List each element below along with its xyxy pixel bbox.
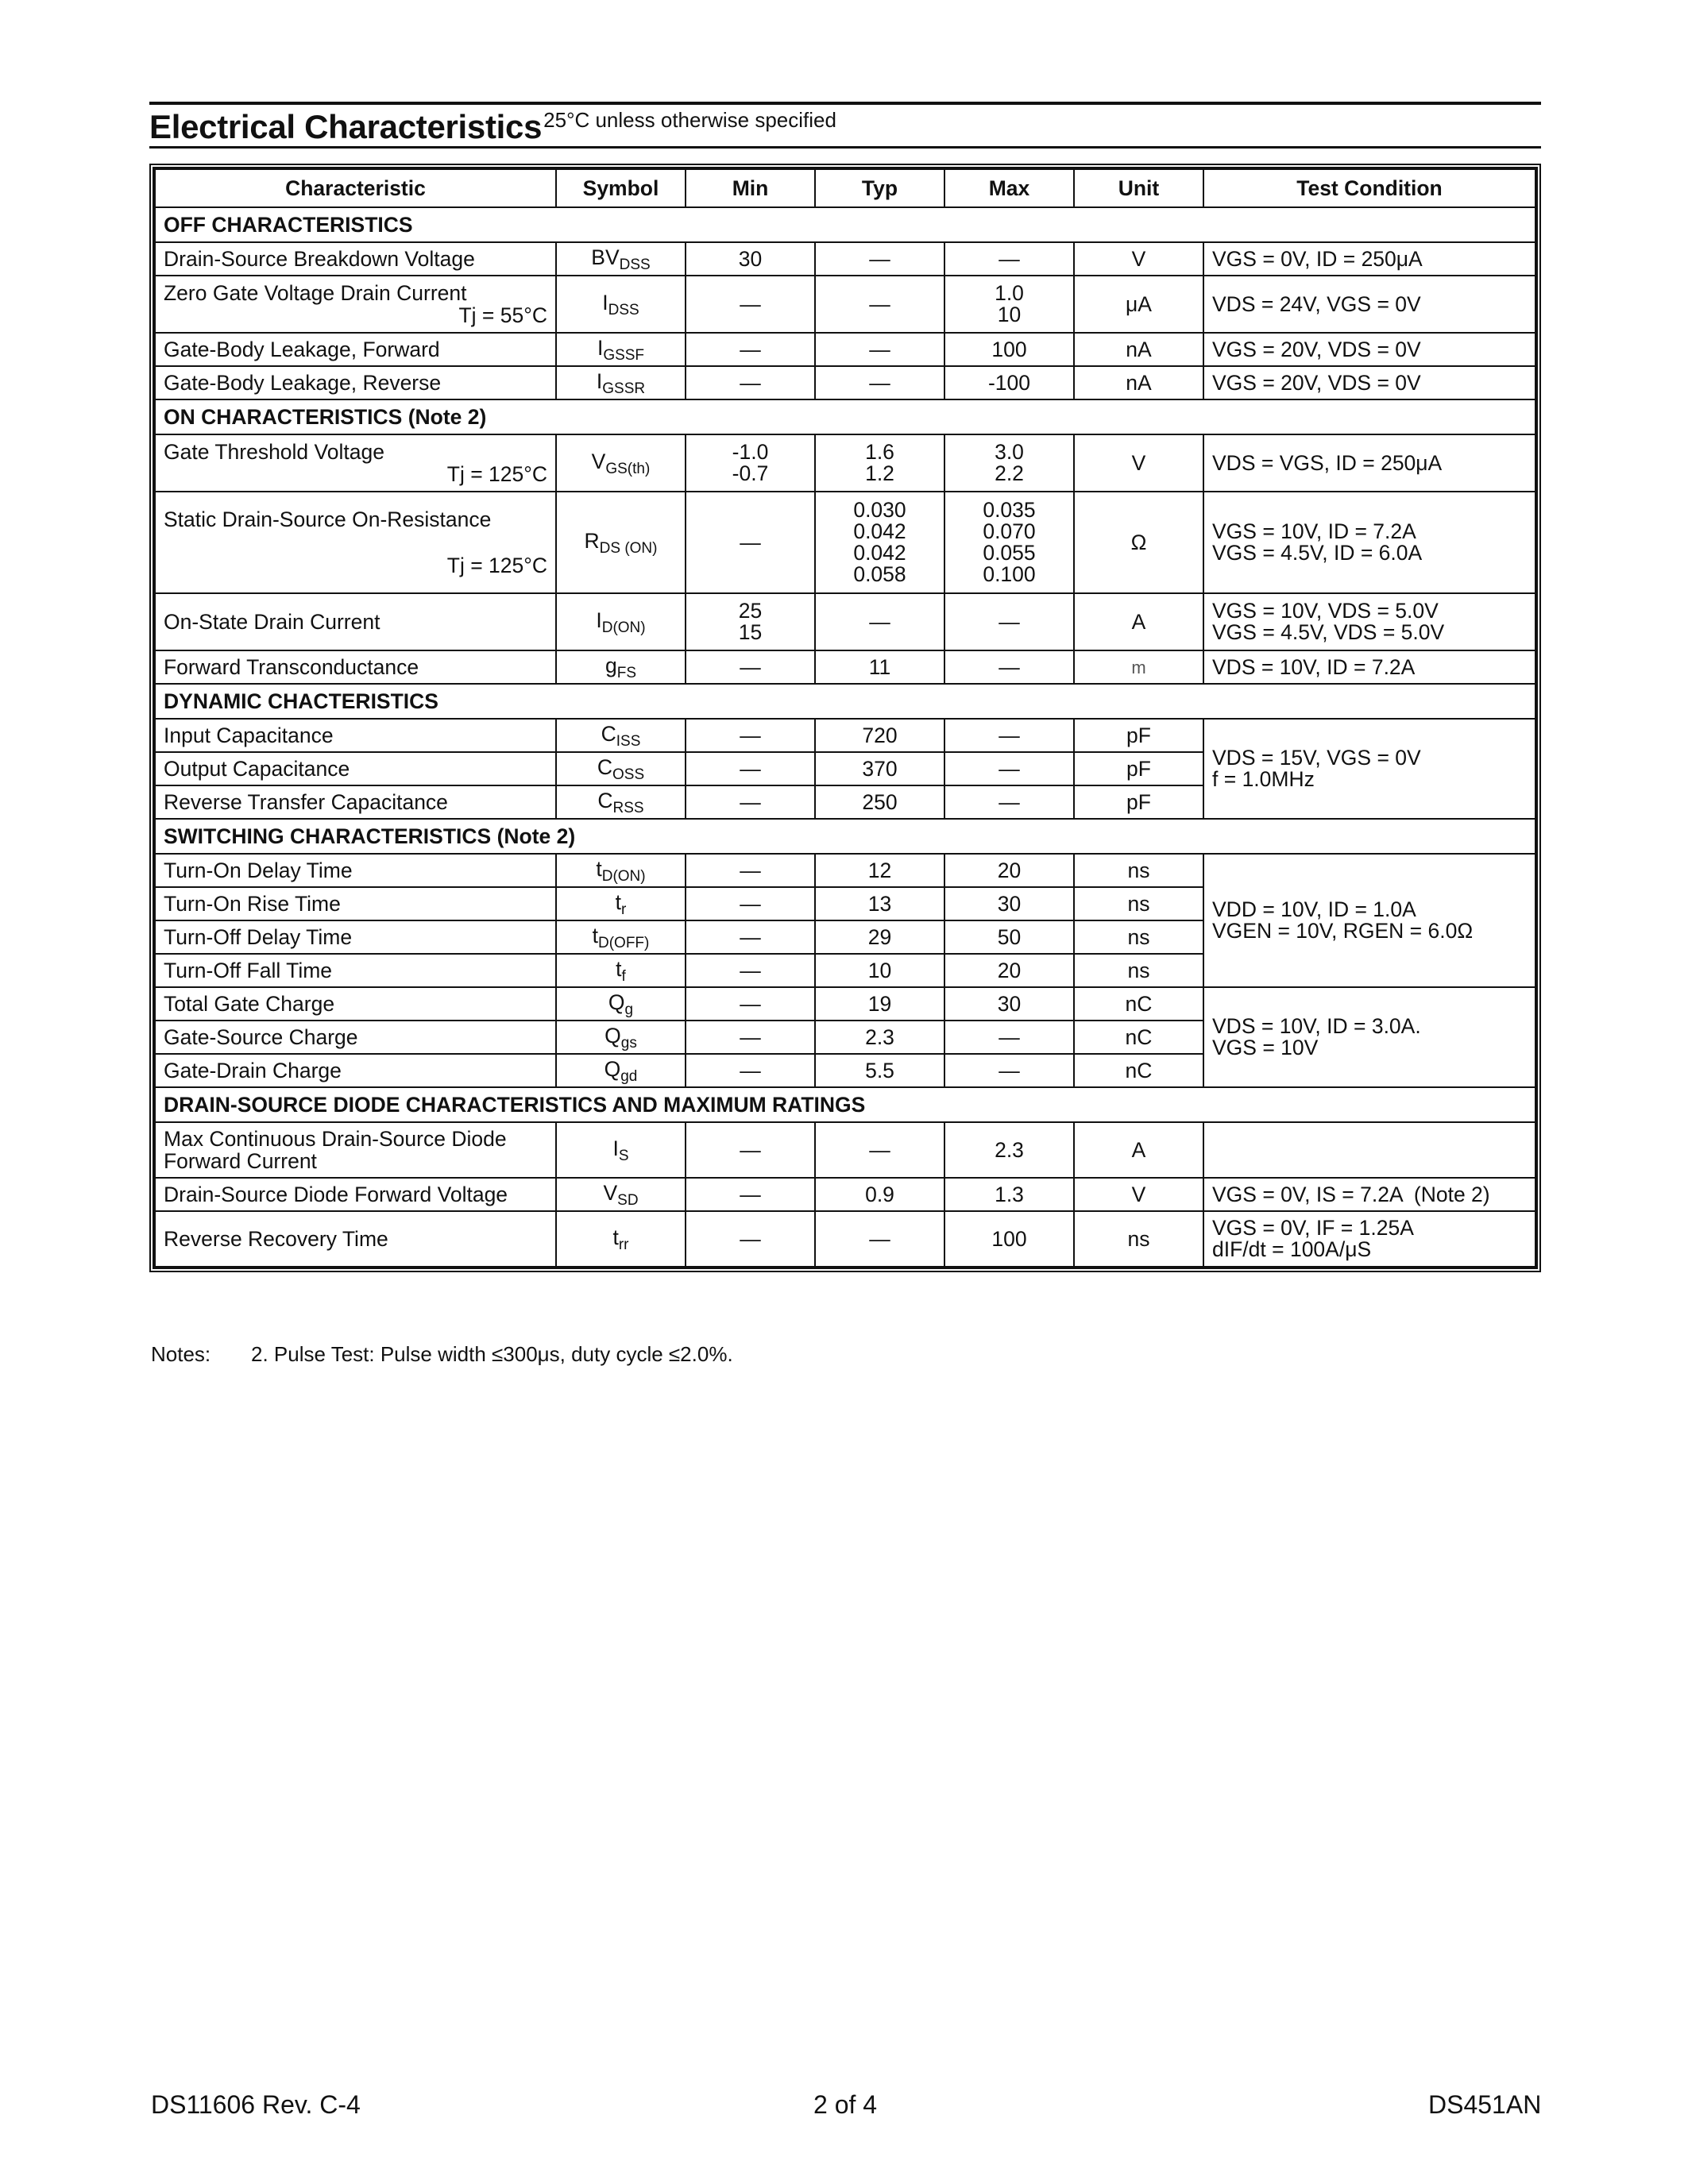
row-unit: ns bbox=[1074, 1211, 1203, 1267]
row-symbol: $I_{GSSR}$ bbox=[556, 366, 686, 399]
row-symbol: $I_S$ bbox=[556, 1122, 686, 1178]
row-name: Gate-Drain Charge bbox=[155, 1054, 556, 1087]
row-max: 3.0 2.2 bbox=[944, 434, 1074, 492]
row-min: — bbox=[686, 650, 815, 684]
row-typ: 0.030 0.042 0.042 0.058 bbox=[815, 492, 944, 593]
table-row bbox=[155, 242, 1535, 276]
characteristics-table bbox=[154, 168, 1536, 1268]
table-row bbox=[155, 333, 1535, 366]
row-unit: nC bbox=[1074, 1021, 1203, 1054]
row-name: Input Capacitance bbox=[155, 719, 556, 752]
row-unit: nA bbox=[1074, 333, 1203, 366]
row-name: Turn-On Rise Time bbox=[155, 887, 556, 920]
row-typ: — bbox=[815, 1211, 944, 1267]
col-header-test-condition: Test Condition bbox=[1203, 169, 1535, 207]
heading bbox=[149, 108, 836, 146]
row-name: Max Continuous Drain-Source Diode Forward Current bbox=[155, 1122, 556, 1178]
row-name: Gate-Body Leakage, Reverse bbox=[155, 366, 556, 399]
page-title: Electrical Characteristics bbox=[149, 108, 543, 145]
section-row-switching bbox=[155, 819, 1535, 854]
row-typ: 11 bbox=[815, 650, 944, 684]
row-typ: 5.5 bbox=[815, 1054, 944, 1087]
row-typ: 250 bbox=[815, 785, 944, 819]
row-max: — bbox=[944, 650, 1074, 684]
row-condition: VDS = 15V, VGS = 0V f = 1.0MHz bbox=[1203, 719, 1535, 819]
row-symbol: $I_{DSS}$ bbox=[556, 276, 686, 333]
row-min: — bbox=[686, 1021, 815, 1054]
row-unit: V bbox=[1074, 1178, 1203, 1211]
col-header-unit: Unit bbox=[1074, 169, 1203, 207]
table-row bbox=[155, 1211, 1535, 1267]
row-name: Reverse Recovery Time bbox=[155, 1211, 556, 1267]
col-header-symbol: Symbol bbox=[556, 169, 686, 207]
row-unit: V bbox=[1074, 242, 1203, 276]
row-min: — bbox=[686, 492, 815, 593]
table-row bbox=[155, 854, 1535, 887]
row-unit: Ω bbox=[1074, 492, 1203, 593]
row-symbol: $I_{D(ON)}$ bbox=[556, 593, 686, 650]
row-condition: VDS = 10V, ID = 3.0A. VGS = 10V bbox=[1203, 987, 1535, 1087]
row-name: Turn-On Delay Time bbox=[155, 854, 556, 887]
row-min: -1.0 -0.7 bbox=[686, 434, 815, 492]
row-symbol: $t_{D(OFF)}$ bbox=[556, 920, 686, 954]
table-row bbox=[155, 1178, 1535, 1211]
section-title-dynamic: DYNAMIC CHACTERISTICS bbox=[155, 684, 1535, 719]
row-min: — bbox=[686, 366, 815, 399]
row-unit: ns bbox=[1074, 887, 1203, 920]
row-unit: pF bbox=[1074, 719, 1203, 752]
row-condition: VGS = 0V, IF = 1.25A dIF/dt = 100A/μS bbox=[1203, 1211, 1535, 1267]
row-symbol: $g_{FS}$ bbox=[556, 650, 686, 684]
row-max: 20 bbox=[944, 954, 1074, 987]
row-symbol: $t_r$ bbox=[556, 887, 686, 920]
table-header-row bbox=[155, 169, 1535, 207]
row-max: 1.3 bbox=[944, 1178, 1074, 1211]
row-min: — bbox=[686, 752, 815, 785]
row-min: — bbox=[686, 1178, 815, 1211]
table-row bbox=[155, 492, 1535, 593]
section-title-diode: DRAIN-SOURCE DIODE CHARACTERISTICS AND MAXIMUM RATINGS bbox=[155, 1087, 1535, 1122]
row-name: Output Capacitance bbox=[155, 752, 556, 785]
col-header-typ: Typ bbox=[815, 169, 944, 207]
footer-doc-id: DS11606 Rev. C-4 bbox=[151, 2090, 361, 2119]
row-condition: VGS = 10V, VDS = 5.0V VGS = 4.5V, VDS = 5.0V bbox=[1203, 593, 1535, 650]
row-symbol: $BV_{DSS}$ bbox=[556, 242, 686, 276]
row-unit: m bbox=[1074, 650, 1203, 684]
row-condition: VGS = 0V, IS = 7.2A (Note 2) bbox=[1203, 1178, 1535, 1211]
row-min: — bbox=[686, 719, 815, 752]
row-name: Gate-Body Leakage, Forward bbox=[155, 333, 556, 366]
row-name: Zero Gate Voltage Drain Current Tj = 55°C bbox=[155, 276, 556, 333]
col-header-min: Min bbox=[686, 169, 815, 207]
section-title-switching: SWITCHING CHARACTERISTICS (Note 2) bbox=[155, 819, 1535, 854]
section-title-on: ON CHARACTERISTICS (Note 2) bbox=[155, 399, 1535, 434]
row-max: 20 bbox=[944, 854, 1074, 887]
row-typ: — bbox=[815, 276, 944, 333]
row-name: Static Drain-Source On-Resistance Tj = 125°C bbox=[155, 492, 556, 593]
row-max: — bbox=[944, 1054, 1074, 1087]
row-min: — bbox=[686, 1122, 815, 1178]
row-name: Turn-Off Fall Time bbox=[155, 954, 556, 987]
row-condition: VGS = 10V, ID = 7.2A VGS = 4.5V, ID = 6.0A bbox=[1203, 492, 1535, 593]
row-typ: 2.3 bbox=[815, 1021, 944, 1054]
table-row bbox=[155, 987, 1535, 1021]
row-name: Gate-Source Charge bbox=[155, 1021, 556, 1054]
row-unit: pF bbox=[1074, 752, 1203, 785]
row-max: — bbox=[944, 752, 1074, 785]
row-typ: 13 bbox=[815, 887, 944, 920]
row-unit: nC bbox=[1074, 1054, 1203, 1087]
row-name: Reverse Transfer Capacitance bbox=[155, 785, 556, 819]
row-max: 30 bbox=[944, 987, 1074, 1021]
col-header-characteristic: Characteristic bbox=[155, 169, 556, 207]
row-symbol: $t_f$ bbox=[556, 954, 686, 987]
row-min: — bbox=[686, 854, 815, 887]
row-condition: VDS = 24V, VGS = 0V bbox=[1203, 276, 1535, 333]
row-max: 100 bbox=[944, 1211, 1074, 1267]
row-unit: ns bbox=[1074, 954, 1203, 987]
section-title-off: OFF CHARACTERISTICS bbox=[155, 207, 1535, 242]
footer-page-number: 2 of 4 bbox=[813, 2090, 878, 2119]
row-unit: V bbox=[1074, 434, 1203, 492]
row-name: Turn-Off Delay Time bbox=[155, 920, 556, 954]
section-row-diode bbox=[155, 1087, 1535, 1122]
row-name: On-State Drain Current bbox=[155, 593, 556, 650]
row-symbol: $C_{ISS}$ bbox=[556, 719, 686, 752]
row-symbol: $t_{D(ON)}$ bbox=[556, 854, 686, 887]
row-min: — bbox=[686, 333, 815, 366]
row-symbol: $R_{DS (ON)}$ bbox=[556, 492, 686, 593]
row-condition: VDD = 10V, ID = 1.0A VGEN = 10V, RGEN = 6.0Ω bbox=[1203, 854, 1535, 987]
notes-text: 2. Pulse Test: Pulse width ≤300μs, duty cycle ≤2.0%. bbox=[251, 1342, 733, 1366]
footer-part-number: DS451AN bbox=[1428, 2090, 1542, 2119]
row-typ: 10 bbox=[815, 954, 944, 987]
row-min: — bbox=[686, 1211, 815, 1267]
row-unit: ns bbox=[1074, 854, 1203, 887]
row-min: — bbox=[686, 987, 815, 1021]
row-max: -100 bbox=[944, 366, 1074, 399]
col-header-max: Max bbox=[944, 169, 1074, 207]
row-unit: ns bbox=[1074, 920, 1203, 954]
page-subtitle: 25°C unless otherwise specified bbox=[543, 108, 836, 132]
notes bbox=[151, 1342, 733, 1367]
row-typ: — bbox=[815, 242, 944, 276]
row-max: 2.3 bbox=[944, 1122, 1074, 1178]
row-condition: VGS = 20V, VDS = 0V bbox=[1203, 366, 1535, 399]
row-min: — bbox=[686, 887, 815, 920]
row-typ: 720 bbox=[815, 719, 944, 752]
row-condition: VGS = 0V, ID = 250μA bbox=[1203, 242, 1535, 276]
section-row-on bbox=[155, 399, 1535, 434]
row-name: Total Gate Charge bbox=[155, 987, 556, 1021]
row-unit: μA bbox=[1074, 276, 1203, 333]
row-unit: nC bbox=[1074, 987, 1203, 1021]
row-name: Forward Transconductance bbox=[155, 650, 556, 684]
row-symbol: $Q_g$ bbox=[556, 987, 686, 1021]
row-max: — bbox=[944, 242, 1074, 276]
row-max: — bbox=[944, 1021, 1074, 1054]
row-typ: 1.6 1.2 bbox=[815, 434, 944, 492]
row-typ: — bbox=[815, 1122, 944, 1178]
row-min: — bbox=[686, 785, 815, 819]
row-symbol: $Q_{gs}$ bbox=[556, 1021, 686, 1054]
row-max: 0.035 0.070 0.055 0.100 bbox=[944, 492, 1074, 593]
row-typ: — bbox=[815, 593, 944, 650]
row-symbol: $V_{SD}$ bbox=[556, 1178, 686, 1211]
table-row bbox=[155, 650, 1535, 684]
row-symbol: $C_{OSS}$ bbox=[556, 752, 686, 785]
row-name: Drain-Source Breakdown Voltage bbox=[155, 242, 556, 276]
top-rule bbox=[149, 102, 1541, 105]
row-max: 30 bbox=[944, 887, 1074, 920]
row-symbol: $I_{GSSF}$ bbox=[556, 333, 686, 366]
row-symbol: $C_{RSS}$ bbox=[556, 785, 686, 819]
row-max: 50 bbox=[944, 920, 1074, 954]
row-max: 1.0 10 bbox=[944, 276, 1074, 333]
row-symbol: $t_{rr}$ bbox=[556, 1211, 686, 1267]
row-typ: 0.9 bbox=[815, 1178, 944, 1211]
row-unit: pF bbox=[1074, 785, 1203, 819]
row-max: 100 bbox=[944, 333, 1074, 366]
row-min: — bbox=[686, 276, 815, 333]
row-max: — bbox=[944, 719, 1074, 752]
row-condition: VDS = 10V, ID = 7.2A bbox=[1203, 650, 1535, 684]
row-typ: — bbox=[815, 333, 944, 366]
characteristics-table-frame bbox=[149, 164, 1541, 1272]
row-max: — bbox=[944, 593, 1074, 650]
row-symbol: $Q_{gd}$ bbox=[556, 1054, 686, 1087]
row-symbol: $V_{GS(th)}$ bbox=[556, 434, 686, 492]
row-name: Drain-Source Diode Forward Voltage bbox=[155, 1178, 556, 1211]
row-min: — bbox=[686, 920, 815, 954]
table-row bbox=[155, 434, 1535, 492]
row-condition: VGS = 20V, VDS = 0V bbox=[1203, 333, 1535, 366]
table-row bbox=[155, 276, 1535, 333]
table-row bbox=[155, 366, 1535, 399]
row-unit: A bbox=[1074, 1122, 1203, 1178]
table-row bbox=[155, 719, 1535, 752]
heading-rule bbox=[149, 146, 1541, 149]
table-row bbox=[155, 593, 1535, 650]
row-typ: 29 bbox=[815, 920, 944, 954]
row-typ: 19 bbox=[815, 987, 944, 1021]
row-unit: A bbox=[1074, 593, 1203, 650]
row-min: 25 15 bbox=[686, 593, 815, 650]
row-name: Gate Threshold Voltage Tj = 125°C bbox=[155, 434, 556, 492]
row-condition-empty bbox=[1203, 1122, 1535, 1178]
table-row bbox=[155, 1122, 1535, 1178]
row-min: 30 bbox=[686, 242, 815, 276]
row-typ: — bbox=[815, 366, 944, 399]
section-row-dynamic bbox=[155, 684, 1535, 719]
section-row-off bbox=[155, 207, 1535, 242]
row-typ: 370 bbox=[815, 752, 944, 785]
row-unit: nA bbox=[1074, 366, 1203, 399]
row-max: — bbox=[944, 785, 1074, 819]
notes-label: Notes: bbox=[151, 1342, 211, 1366]
row-typ: 12 bbox=[815, 854, 944, 887]
row-min: — bbox=[686, 954, 815, 987]
row-min: — bbox=[686, 1054, 815, 1087]
row-condition: VDS = VGS, ID = 250μA bbox=[1203, 434, 1535, 492]
